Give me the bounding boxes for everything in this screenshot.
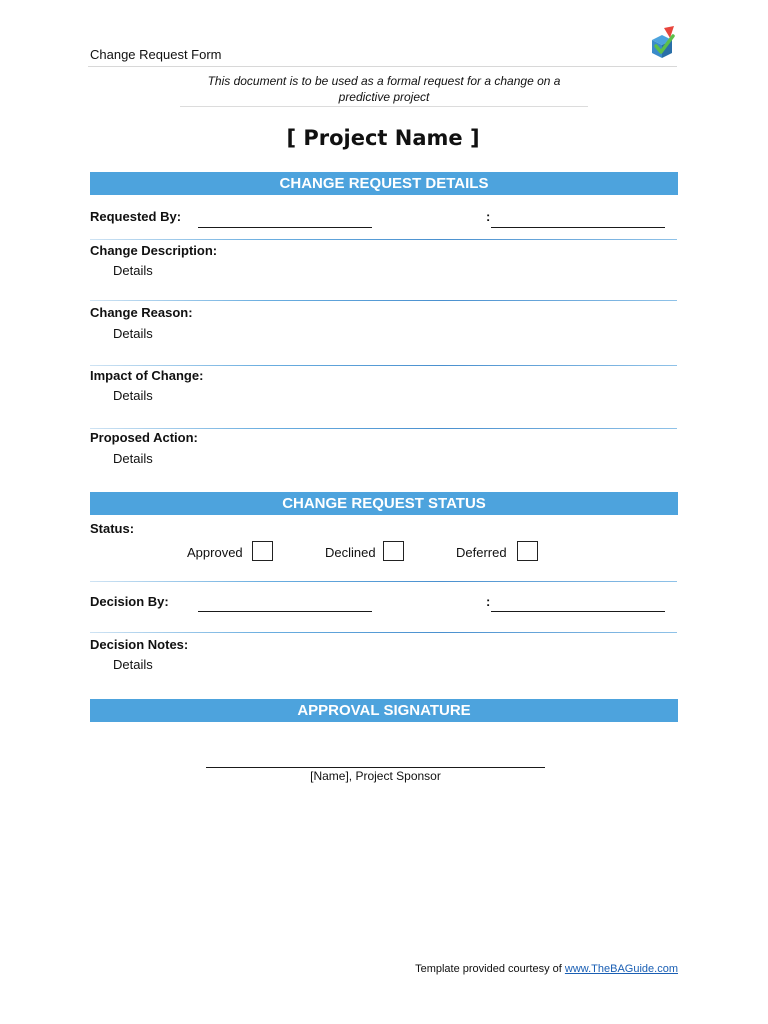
footer-link[interactable]: www.TheBAGuide.com [564,963,678,975]
impact-of-change-label: Impact of Change: [90,368,204,383]
requested-by-label: Requested By: [90,209,182,224]
status-option-approved-label: Approved [187,545,243,560]
status-option-deferred-label: Deferred [456,545,507,560]
change-reason-value[interactable]: Details [113,326,153,341]
proposed-action-label: Proposed Action: [90,430,198,445]
change-description-value[interactable]: Details [113,263,153,278]
divider [90,300,677,301]
status-label: Status: [90,521,135,536]
footer-credit-text: Template provided courtesy of [415,963,565,975]
change-description-label: Change Description: [90,243,218,258]
decision-by-date-field[interactable] [491,611,665,612]
header-rule [88,66,677,67]
status-option-declined-label: Declined [325,545,376,560]
section-heading-change-request-status: CHANGE REQUEST STATUS [90,492,678,515]
requested-by-field[interactable] [198,227,372,228]
decision-by-field[interactable] [198,611,372,612]
decision-by-colon: : [486,594,491,609]
divider [90,428,677,429]
decision-notes-label: Decision Notes: [90,637,189,652]
signature-line[interactable] [206,767,545,768]
signature-caption: [Name], Project Sponsor [310,769,441,783]
footer-credit [380,963,678,975]
decision-by-label: Decision By: [90,594,169,609]
subtitle-line-1: This document is to be used as a formal request for a change on a [207,74,561,88]
thebaguide-logo-icon [648,26,676,62]
proposed-action-value[interactable]: Details [113,451,153,466]
section-heading-change-request-details: CHANGE REQUEST DETAILS [90,172,678,195]
impact-of-change-value[interactable]: Details [113,388,153,403]
divider [90,632,677,633]
project-name-title[interactable]: [ Project Name ] [286,126,480,150]
status-deferred-checkbox[interactable] [517,541,538,561]
status-declined-checkbox[interactable] [383,541,404,561]
divider [90,365,677,366]
document-subtitle [180,73,588,105]
requested-by-date-field[interactable] [491,227,665,228]
change-reason-label: Change Reason: [90,305,193,320]
divider [90,239,677,240]
section-heading-approval-signature: APPROVAL SIGNATURE [90,699,678,722]
subtitle-rule [180,106,588,107]
subtitle-line-2: predictive project [338,90,430,104]
requested-by-colon: : [486,209,491,224]
divider [90,581,677,582]
decision-notes-value[interactable]: Details [113,657,153,672]
status-approved-checkbox[interactable] [252,541,273,561]
document-header-title: Change Request Form [90,47,222,62]
